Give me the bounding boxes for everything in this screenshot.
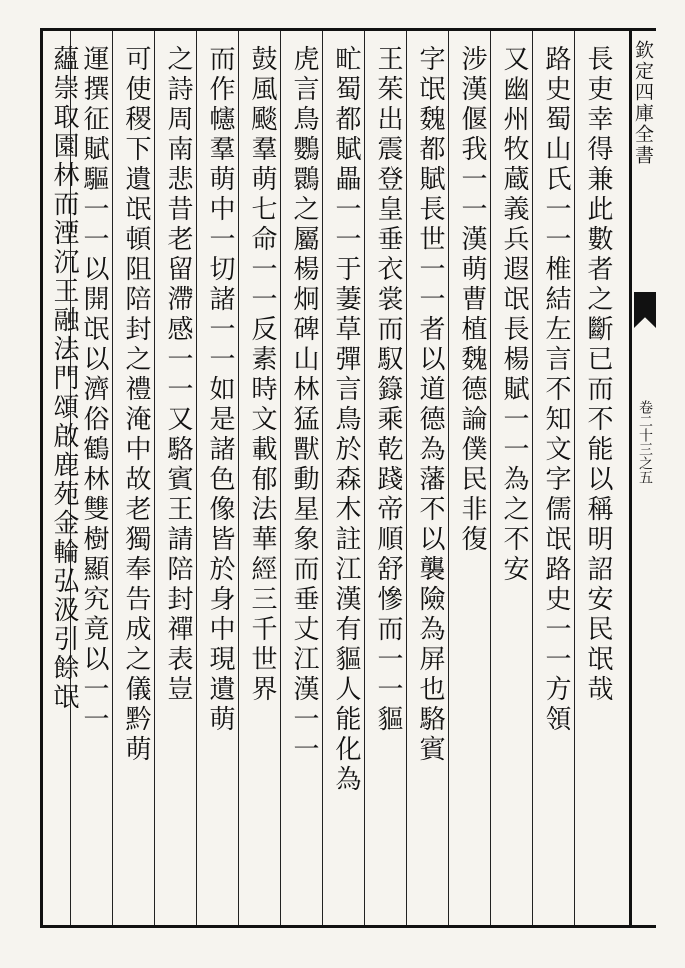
text-column: 運撰征賦驅一一以開氓以濟俗鶴林雙樹顯究竟以一一 <box>79 45 109 735</box>
text-column: 路史蜀山氏一一椎結左言不知文字儒氓路史一一方領 <box>541 45 571 735</box>
text-column: 王茱出震登皇垂衣裳而馭籙乘乾踐帝順舒慘而一一貙 <box>373 45 403 735</box>
chapter-marker: 卷二十三之五 <box>637 400 653 484</box>
text-column: 而作幰羣萌中一切諸一一如是諸色像皆於身中現遺萌 <box>205 45 235 735</box>
text-column: 蘊崇取園林而湮沉王融法門頌啟鹿苑金輪弘汲引餘氓 <box>49 45 79 712</box>
text-column: 可使稷下遺氓頓阻陪封之禮淹中故老獨奉告成之儀黔萌 <box>121 45 151 765</box>
text-column: 之詩周南悲昔老留滯感一一又駱賓王請陪封禪表豈 <box>163 45 193 705</box>
text-column: 涉漢偃我一一漢萌曹植魏德論僕民非復 <box>457 45 487 555</box>
text-column: 字氓魏都賦長世一一者以道德為藩不以襲險為屏也駱賓 <box>415 45 445 765</box>
text-column: 鼓風颷羣萌七命一一反素時文載郁法華經三千世界 <box>247 45 277 705</box>
book-title: 欽定四庫全書 <box>632 40 654 166</box>
text-column: 甿蜀都賦畾一一于萋草彈言鳥於森木註江漢有貙人能化為 <box>331 45 361 795</box>
text-column: 長吏幸得兼此數者之斷已而不能以稱明詔安民氓哉 <box>583 45 613 705</box>
text-column: 虎言鳥鸚䴉之屬楊炯碑山林猛獸動星象而垂丈江漢一一 <box>289 45 319 765</box>
text-column: 又幽州牧蔵義兵遐氓長楊賦一一為之不安 <box>499 45 529 585</box>
